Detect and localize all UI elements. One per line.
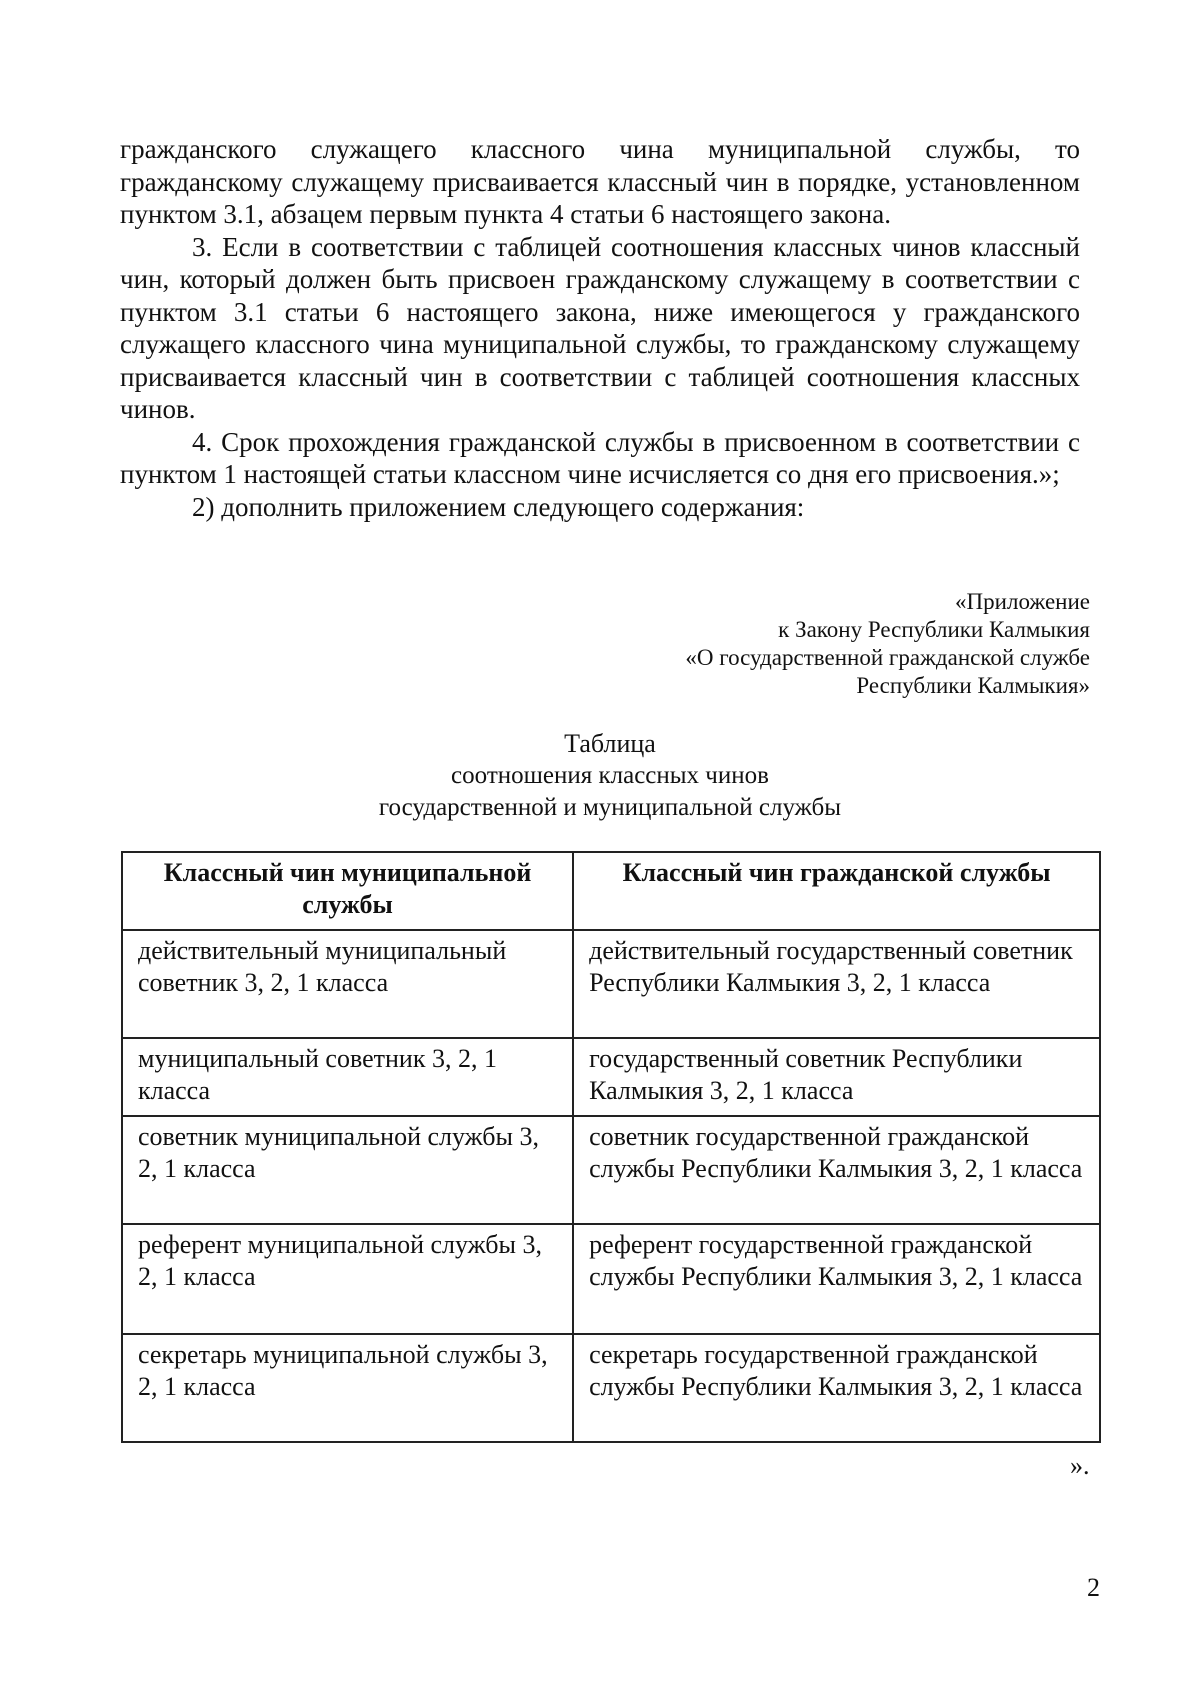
- table-row: [122, 1038, 1100, 1116]
- paragraph-amendment-2: 2) дополнить приложением следующего содержания:: [192, 491, 805, 522]
- paragraph-4: 4. Срок прохождения гражданской службы в присвоенном в соответствии с пунктом 1 настоящей статьи классном чине исчисляется со дня его присвоения.»;: [120, 426, 1080, 489]
- cell-civil-rank: советник государственной гражданской службы Республики Калмыкия 3, 2, 1 класса: [573, 1116, 1100, 1224]
- body-text: [120, 133, 1080, 523]
- cell-civil-rank: секретарь государственной гражданской службы Республики Калмыкия 3, 2, 1 класса: [573, 1334, 1100, 1442]
- ranks-correspondence-table: [121, 851, 1101, 1443]
- cell-municipal-rank: действительный муниципальный советник 3, 2, 1 класса: [122, 930, 573, 1038]
- cell-municipal-rank: референт муниципальной службы 3, 2, 1 класса: [122, 1224, 573, 1334]
- appendix-note-line: «Приложение: [955, 589, 1090, 614]
- cell-municipal-rank: секретарь муниципальной службы 3, 2, 1 класса: [122, 1334, 573, 1442]
- paragraph-3: 3. Если в соответствии с таблицей соотношения классных чинов классный чин, который должен быть присвоен гражданскому служащему в соответствии с пунктом 3.1 статьи 6 настоящего закона, ниже имеющегося у гражданского служащего классного чина муниципальной службы, то гражданскому служащему присваивается классный чин в соответствии с таблицей соотношения классных чинов.: [120, 231, 1080, 424]
- table-row: [122, 930, 1100, 1038]
- table-header-row: [122, 852, 1100, 930]
- page-number: 2: [1087, 1573, 1100, 1602]
- table-row: [122, 1224, 1100, 1334]
- table-heading: [120, 728, 1100, 824]
- column-header-municipal: Классный чин муниципальной службы: [122, 852, 573, 930]
- cell-civil-rank: референт государственной гражданской службы Республики Калмыкия 3, 2, 1 класса: [573, 1224, 1100, 1334]
- cell-civil-rank: государственный советник Республики Калмыкия 3, 2, 1 класса: [573, 1038, 1100, 1116]
- paragraph-continuation: гражданского служащего классного чина муниципальной службы, то гражданскому служащему присваивается классный чин в порядке, установленном пунктом 3.1, абзацем первым пункта 4 статьи 6 настоящего закона.: [120, 134, 1080, 229]
- appendix-note-line: к Закону Республики Калмыкия: [778, 617, 1090, 642]
- closing-quote-mark: ».: [1070, 1451, 1090, 1480]
- table-heading-title: Таблица: [564, 729, 656, 758]
- table-heading-subtitle: государственной и муниципальной службы: [378, 794, 842, 821]
- table-heading-subtitle: соотношения классных чинов: [451, 762, 769, 789]
- appendix-note: [530, 588, 1090, 700]
- column-header-civil: Классный чин гражданской службы: [573, 852, 1100, 930]
- cell-municipal-rank: муниципальный советник 3, 2, 1 класса: [122, 1038, 573, 1116]
- appendix-note-line: Республики Калмыкия»: [856, 673, 1090, 698]
- table-row: [122, 1334, 1100, 1442]
- table-row: [122, 1116, 1100, 1224]
- cell-civil-rank: действительный государственный советник Республики Калмыкия 3, 2, 1 класса: [573, 930, 1100, 1038]
- appendix-note-line: «О государственной гражданской службе: [685, 645, 1090, 670]
- cell-municipal-rank: советник муниципальной службы 3, 2, 1 класса: [122, 1116, 573, 1224]
